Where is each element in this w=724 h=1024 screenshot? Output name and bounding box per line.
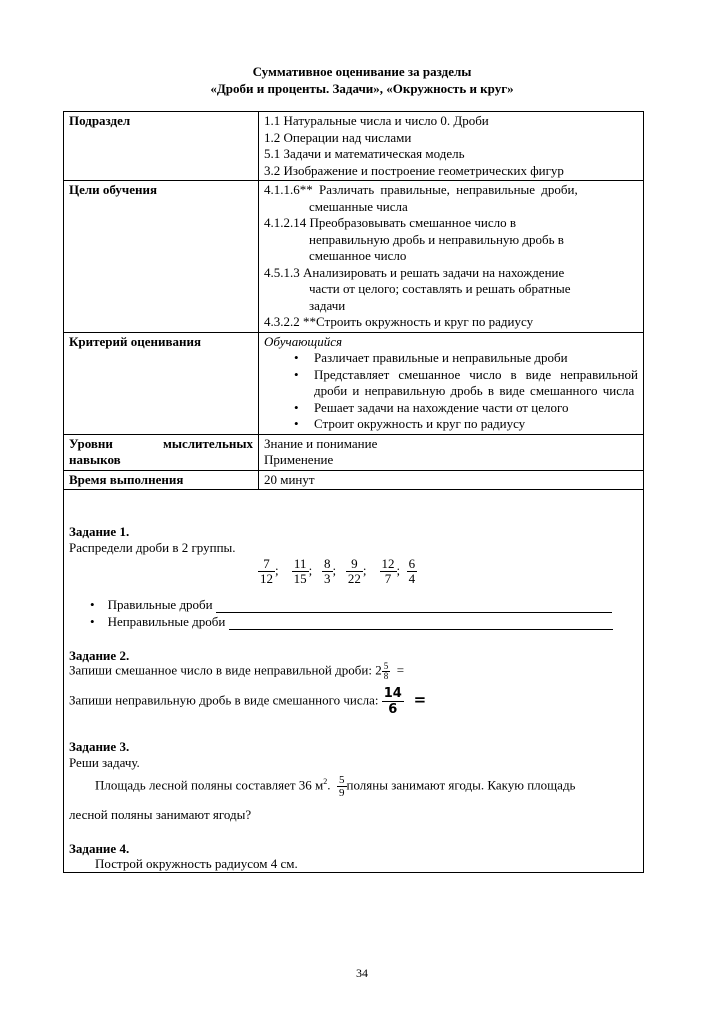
subsection-item: 1.1 Натуральные числа и число 0. Дроби xyxy=(264,113,489,128)
task2-line2: Запиши неправильную дробь в виде смешанного числа: $\frac{14}{6}$ = xyxy=(69,686,427,717)
task1-bullet-proper: • Правильные дроби xyxy=(90,597,612,613)
levels-values xyxy=(259,434,644,470)
criteria-item: • Строит окружность и круг по радиусу xyxy=(294,416,526,431)
goal-item: 4.1.2.14 Преобразовывать смешанное число в xyxy=(264,215,517,230)
mixed-fraction: $\frac{5}{8}$ xyxy=(383,661,389,681)
fraction: $\frac{9}{22}$ xyxy=(347,556,361,586)
criteria-intro: Обучающийся xyxy=(264,333,343,349)
fraction: $\frac{8}{3}$ xyxy=(324,556,331,586)
mixed-whole: 2 xyxy=(375,662,382,678)
task3-heading: Задание 3. xyxy=(69,739,130,754)
bullet-icon: • xyxy=(294,399,299,415)
criteria-label: Критерий оценивания xyxy=(64,332,259,434)
task3-intro: Реши задачу. xyxy=(69,755,140,770)
goal-item-cont: смешанное число xyxy=(309,248,407,263)
criteria-item: • Различает правильные и неправильные дроби xyxy=(294,350,568,365)
level-item: Знание и понимание xyxy=(264,435,378,451)
criteria-item: • Представляет смешанное число в виде неправильной дроби и неправильную дробь в виде смешанного числа xyxy=(294,366,638,398)
criteria-item: • Решает задачи на нахождение части от целого xyxy=(294,399,569,415)
fraction: $\frac{6}{4}$ xyxy=(408,556,416,586)
goal-item-cont: задачи xyxy=(309,297,346,313)
goal-item-cont: смешанные числа xyxy=(309,198,408,214)
goal-item: 4.1.1.6** Различать правильные, неправильные дроби, xyxy=(264,182,578,197)
level-item: Применение xyxy=(264,452,334,467)
subsection-values xyxy=(259,112,644,181)
task1-text: Распредели дроби в 2 группы. xyxy=(69,540,236,555)
row-levels xyxy=(64,434,644,470)
goal-item: 4.5.1.3 Анализировать и решать задачи на нахождение xyxy=(264,264,565,280)
task3-text-line2: лесной поляны занимают ягоды? xyxy=(69,807,252,822)
fraction: $\frac{11}{15}$ xyxy=(293,556,307,586)
task2-heading: Задание 2. xyxy=(69,648,130,663)
row-subsection xyxy=(64,112,644,181)
row-time xyxy=(64,470,644,490)
goal-item-cont: неправильную дробь и неправильную дробь в xyxy=(309,231,564,247)
time-label: Время выполнения xyxy=(64,470,259,490)
bullet-icon: • xyxy=(294,350,299,365)
task3-fraction: $\frac{5}{9}$ xyxy=(339,774,345,799)
goals-values xyxy=(259,181,644,333)
answer-line[interactable] xyxy=(216,600,612,613)
fraction: $\frac{7}{12}$ xyxy=(260,556,273,586)
row-goals xyxy=(64,181,644,333)
bullet-icon: • xyxy=(294,416,299,431)
bullet-icon: • xyxy=(294,366,299,382)
bullet-icon: • xyxy=(90,614,95,629)
improper-fraction: $\frac{14}{6}$ xyxy=(383,686,402,717)
task3-text-line1: Площадь лесной поляны составляет 36 $м^2$. $\frac{5}{9}$ поляны занимают ягоды. Какую площадь xyxy=(95,774,576,799)
subsection-item: 5.1 Задачи и математическая модель xyxy=(264,146,465,161)
task1-bullet-improper: • Неправильные дроби xyxy=(90,614,613,630)
goals-label: Цели обучения xyxy=(64,181,259,333)
goal-item: 4.3.2.2 **Строить окружность и круг по радиусу xyxy=(264,314,534,329)
document-title-line1: Суммативное оценивание за разделы xyxy=(252,64,472,79)
info-table xyxy=(63,111,644,490)
row-criteria xyxy=(64,332,644,434)
criteria-list xyxy=(264,350,638,433)
subsection-label: Подраздел xyxy=(64,112,259,181)
task2-line1: Запиши смешанное число в виде неправильной дроби: 2 $\frac{5}{8}$ = xyxy=(69,661,405,681)
levels-label: Уровни мыслительных навыков xyxy=(64,434,259,470)
criteria-values xyxy=(259,332,644,434)
bullet-icon: • xyxy=(90,597,95,612)
fraction: $\frac{12}{7}$ xyxy=(381,556,395,586)
subsection-item: 1.2 Операции над числами xyxy=(264,129,412,145)
document-title-line2: «Дроби и проценты. Задачи», «Окружность и круг» xyxy=(210,81,514,96)
page-number: 34 xyxy=(356,966,368,980)
task1-heading: Задание 1. xyxy=(69,524,130,539)
task4-text: Построй окружность радиусом 4 см. xyxy=(95,856,298,871)
time-value: 20 минут xyxy=(259,470,644,490)
task4-heading: Задание 4. xyxy=(69,841,130,856)
task1-fractions: $\frac{7}{12}$ ; $\frac{11}{15}$ ; $\frac{8}{3}$ ; $\frac{9}{22}$ ; $\frac{12}{7}$ ; $\frac{6}{4}$ xyxy=(260,556,416,586)
subsection-item: 3.2 Изображение и построение геометрических фигур xyxy=(264,162,564,178)
answer-line[interactable] xyxy=(229,617,613,630)
goal-item-cont: части от целого; составлять и решать обратные xyxy=(309,281,571,296)
